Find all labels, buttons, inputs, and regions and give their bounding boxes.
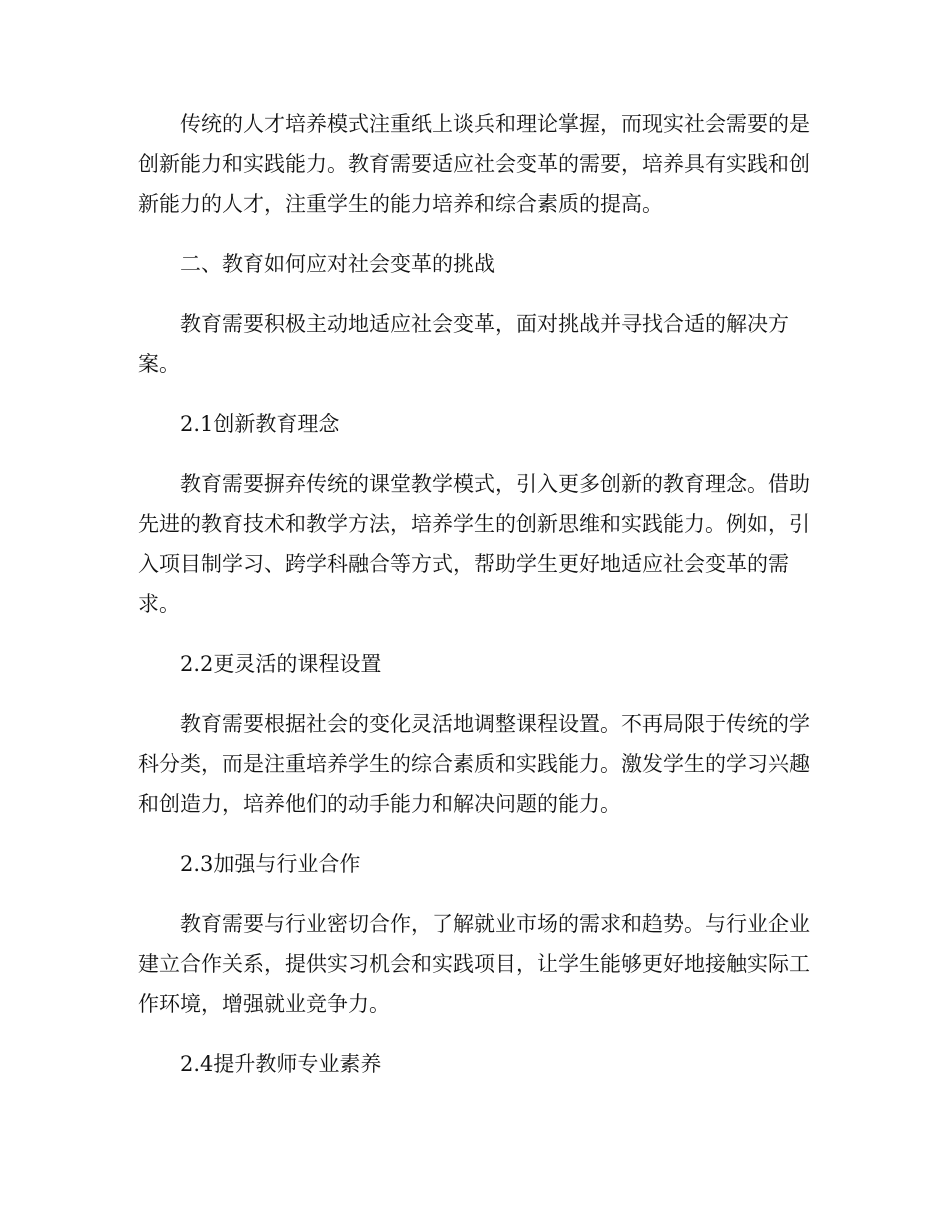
paragraph-flexible-curriculum: 教育需要根据社会的变化灵活地调整课程设置。不再局限于传统的学科分类，而是注重培养学生的综合素质和实践能力。激发学生的学习兴趣和创造力，培养他们的动手能力和解决问题的能力。 — [138, 712, 810, 816]
paragraph-innovative-concepts: 教育需要摒弃传统的课堂教学模式，引入更多创新的教育理念。借助先进的教育技术和教学方法，培养学生的创新思维和实践能力。例如，引入项目制学习、跨学科融合等方式，帮助学生更好地适应社会变革的需求。 — [138, 472, 810, 616]
subheading-2-2: 2.2更灵活的课程设置 — [180, 652, 382, 676]
paragraph-adapt-actively: 教育需要积极主动地适应社会变革，面对挑战并寻找合适的解决方案。 — [138, 312, 789, 376]
paragraph-industry-cooperation: 教育需要与行业密切合作，了解就业市场的需求和趋势。与行业企业建立合作关系，提供实习机会和实践项目，让学生能够更好地接触实际工作环境，增强就业竞争力。 — [138, 912, 810, 1016]
subheading-2-3: 2.3加强与行业合作 — [180, 852, 361, 876]
subheading-2-1: 2.1创新教育理念 — [180, 412, 340, 436]
document-body — [138, 104, 814, 1104]
section-heading-2: 二、教育如何应对社会变革的挑战 — [180, 252, 495, 276]
subheading-2-4: 2.4提升教师专业素养 — [180, 1052, 382, 1076]
paragraph-talent-model: 传统的人才培养模式注重纸上谈兵和理论掌握，而现实社会需要的是创新能力和实践能力。教育需要适应社会变革的需要，培养具有实践和创新能力的人才，注重学生的能力培养和综合素质的提高。 — [138, 112, 810, 216]
